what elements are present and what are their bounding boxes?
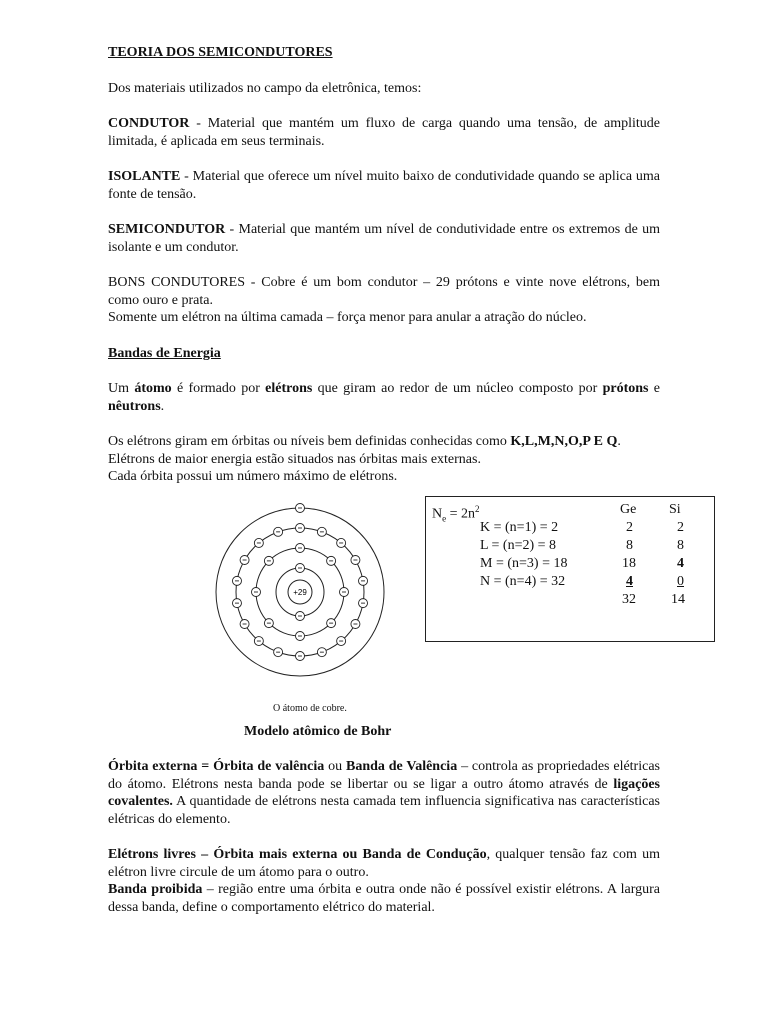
- valencia-b1: Órbita externa = Órbita de valência: [108, 759, 325, 774]
- document-page: [108, 44, 685, 916]
- condutor-text: - Material que mantém um fluxo de carga quando uma tensão, de amplitude limitada, é aplicada em seus terminais.: [108, 116, 660, 149]
- atomo-b1: átomo: [134, 381, 172, 396]
- row-k-ge: 2: [626, 519, 633, 535]
- formula: [432, 501, 480, 528]
- row-l-label: L = (n=2) = 8: [480, 537, 557, 553]
- orbitas-l1c: .: [617, 434, 621, 449]
- atomo-b4: nêutrons: [108, 398, 161, 414]
- valencia-t3: A quantidade de elétrons nesta camada tem influencia significativa nas características elétricas do elemento.: [108, 794, 660, 827]
- row-m-ge: 18: [622, 555, 636, 571]
- atomo-b3: prótons: [602, 381, 649, 396]
- row-m-si: 4: [677, 555, 684, 571]
- total-si: 14: [671, 591, 685, 607]
- row-k-si: 2: [677, 519, 684, 535]
- atomo-b2: elétrons: [265, 381, 313, 396]
- livres-t1: , qualquer tensão faz com um elétron livre circule de um átomo para o outro.: [108, 847, 660, 880]
- row-m-label: M = (n=3) = 18: [480, 555, 568, 571]
- row-n-si: 0: [677, 573, 684, 589]
- isolante-term: ISOLANTE: [108, 169, 181, 184]
- orbitas-line-1: [108, 433, 660, 451]
- proibida-t1: – região entre uma órbita e outra onde não é possível existir elétrons. A largura dessa banda, define o comportamento elétrico do material.: [108, 882, 660, 915]
- atom-caption: O átomo de cobre.: [273, 702, 347, 714]
- orbitas-line-2: Elétrons de maior energia estão situados nas órbitas mais externas.: [108, 451, 481, 467]
- valencia-paragraph: [108, 758, 660, 828]
- header-ge: Ge: [620, 501, 637, 517]
- header-si: Si: [669, 501, 681, 517]
- row-k-label: K = (n=1) = 2: [480, 519, 559, 535]
- atomo-t1: Um: [108, 381, 135, 396]
- formula-main: N: [432, 506, 443, 522]
- valencia-t1: ou: [324, 759, 346, 774]
- formula-rest: = 2n: [446, 506, 476, 522]
- atomo-t3: que giram ao redor de um núcleo composto por: [312, 381, 603, 396]
- formula-sub: e: [442, 512, 447, 523]
- proibida-b1: Banda proibida: [108, 882, 203, 897]
- row-n-label: N = (n=4) = 32: [480, 573, 566, 589]
- atomo-t2: é formado por: [171, 381, 266, 396]
- orbitas-line-3: Cada órbita possui um número máximo de elétrons.: [108, 469, 398, 484]
- condutor-term: CONDUTOR: [108, 116, 190, 131]
- valencia-t2: – controla as propriedades elétricas do átomo. Elétrons nesta banda pode se libertar ou se ligar a outro átomo através de: [108, 759, 660, 792]
- electron-capacity-table: [425, 496, 715, 642]
- row-l-ge: 8: [626, 537, 633, 553]
- atomo-paragraph: [108, 380, 660, 415]
- figure-row: [108, 494, 685, 719]
- atomo-t5: .: [160, 398, 165, 414]
- bons-condutores-note: Somente um elétron na última camada – força menor para anular a atração do núcleo.: [108, 310, 587, 325]
- isolante-text: - Material que oferece um nível muito baixo de condutividade quando se aplica uma fonte de tensão.: [108, 169, 660, 202]
- total-ge: 32: [622, 591, 636, 607]
- semicondutor-text: - Material que mantém um nível de condutividade entre os extremos de um isolante e um condutor.: [108, 222, 660, 255]
- livres-paragraph: [108, 846, 660, 881]
- row-l-si: 8: [677, 537, 684, 553]
- atom-shells: [216, 503, 384, 676]
- orbitas-letters: K,L,M,N,O,P E Q: [510, 434, 618, 449]
- orbitas-l1a: Os elétrons giram em órbitas ou níveis bem definidas conhecidas como: [108, 434, 511, 449]
- bohr-model-title: Modelo atômico de Bohr: [244, 723, 392, 739]
- proibida-paragraph: [108, 881, 660, 916]
- nucleus-label: +29: [293, 587, 307, 597]
- semicondutor-term: SEMICONDUTOR: [108, 222, 226, 237]
- row-n-ge: 4: [626, 573, 633, 589]
- formula-sup: 2: [475, 503, 480, 514]
- atomo-t4: e: [648, 381, 660, 396]
- intro-text: Dos materiais utilizados no campo da eletrônica, temos:: [108, 80, 422, 96]
- bons-condutores-paragraph: BONS CONDUTORES - Cobre é um bom condutor – 29 prótons e vinte nove elétrons, bem como ouro e prata.: [108, 275, 660, 308]
- valencia-b2: Banda de Valência: [346, 759, 458, 774]
- valencia-b3: ligações covalentes.: [108, 776, 660, 809]
- document-title: TEORIA DOS SEMICONDUTORES: [108, 45, 333, 60]
- semicondutor-paragraph: [108, 221, 660, 256]
- isolante-paragraph: [108, 168, 660, 203]
- condutor-paragraph: [108, 115, 660, 150]
- bandas-heading: Bandas de Energia: [108, 345, 221, 361]
- livres-b1: Elétrons livres – Órbita mais externa ou Banda de Condução: [108, 847, 487, 862]
